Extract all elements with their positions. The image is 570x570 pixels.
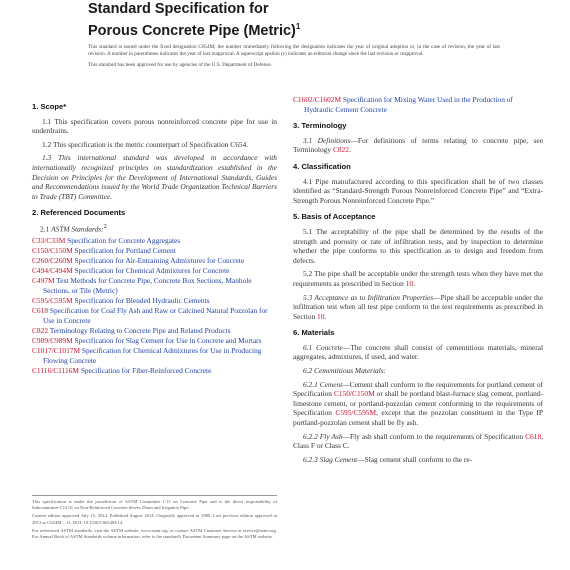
para-6-1 (293, 343, 543, 362)
para-6-2-1-a: —Cement shall conform to the requirements for portland cement of Specification (293, 379, 543, 399)
right-column (293, 95, 543, 468)
link-c822[interactable]: C822 (332, 145, 349, 155)
para-5-2 (293, 269, 543, 288)
reference-title[interactable]: Specification for Chemical Admixtures for Use in Producing Flowing Concrete (43, 346, 262, 365)
reference-item[interactable] (293, 95, 543, 114)
reference-item[interactable] (32, 256, 277, 266)
footnote-1: This specification is under the jurisdiction of ASTM Committee C13 on Concrete Pipe and is the direct responsibility of Subcommittee C13.01 on Non-Reinforced Concrete Sewer, Drain and Irrigation Pipe. (32, 499, 277, 511)
reference-code[interactable]: C33/C33M (32, 236, 66, 245)
reference-title[interactable]: Test Methods for Concrete Pipe, Concrete Box Sections, Manhole Sections, or Tile (Metric) (43, 276, 252, 295)
title-footnote-ref[interactable]: 1 (295, 22, 301, 31)
para-1-1: 1.1 This specification covers porous nonreinforced concrete pipe for use in underdrains. (32, 116, 277, 136)
reference-item[interactable] (32, 336, 277, 346)
reference-title[interactable]: Specification for Air-Entraining Admixtures for Concrete (74, 256, 245, 266)
reference-title[interactable]: Terminology Relating to Concrete Pipe and Related Products (49, 325, 231, 335)
reference-list (32, 236, 277, 375)
para-6-2-2-a: —Fly ash shall conform to the requirements of Specification (342, 431, 524, 441)
reference-title[interactable]: Specification for Concrete Aggregates (67, 236, 181, 245)
reference-code[interactable]: C260/C260M (32, 256, 73, 266)
para-5-1: 5.1 The acceptability of the pipe shall be determined by the results of the strength and porosity or rate of infiltration tests, and by inspection to determine whether the pipe conforms to this specification as to design and freedom from defects. (293, 226, 543, 265)
para-6-2 (293, 366, 543, 376)
para-5-3-text: —Pipe shall be acceptable under the infiltration test when all test pipe conform to the test requirements as prescribed in Section (293, 292, 543, 321)
preamble-dod-note: This standard has been approved for use by agencies of the U.S. Department of Defense. (88, 61, 272, 68)
reference-code[interactable]: C989/C989M (32, 335, 73, 345)
reference-code[interactable]: C595/C595M (32, 296, 73, 306)
reference-code[interactable]: C497M (32, 276, 55, 286)
para-6-2-1-lead: 6.2.1 Cement (303, 379, 343, 389)
reference-code[interactable]: C494/C494M (32, 266, 73, 276)
para-6-2-2-b: , Class F or Class C. (293, 431, 543, 451)
para-1-2: 1.2 This specification is the metric counterpart of Specification C654. (42, 139, 249, 149)
reference-title[interactable]: Specification for Portland Cement (74, 246, 176, 256)
footnote-2: For referenced ASTM standards, visit the ASTM website, www.astm.org, or contact ASTM Customer Service at service@astm.org. For Annual Book of ASTM Standards volume information, refer to the standard's Document Summary page on the ASTM website. (32, 527, 277, 540)
reference-title[interactable]: Specification for Fiber-Reinforced Concrete (80, 365, 212, 375)
reference-title[interactable]: Specification for Chemical Admixtures for Concrete (74, 266, 230, 276)
para-6-2-1-b: or shall be portland blast-furnace slag cement, portland-limestone cement, or portland-pozzolan cement conforming to the requirements of Specification (293, 389, 543, 418)
para-6-2-2-lead: 6.2.2 Fly Ash (303, 431, 343, 441)
reference-code[interactable]: C822 (32, 325, 49, 335)
reference-item[interactable] (32, 366, 277, 376)
preamble-designation-note: This standard is issued under the fixed designation C654M; the number immediately following the designation indicates the year of original adoption or, in the case of revision, the year of last revision. A number in parentheses indicates the year of last reapproval. A superscript epsilon (ε) indicates an editorial change since the last revision or reapproval. (88, 44, 500, 58)
para-6-2-3 (293, 455, 543, 465)
para-5-2-end: . (413, 278, 415, 288)
para-3-1-lead: 3.1 Definitions (303, 135, 351, 145)
link-section-10[interactable]: 10 (317, 311, 325, 321)
para-6-2-lead: 6.2 Cementitious Materials: (303, 366, 387, 376)
reference-code[interactable]: C1017/C1017M (32, 346, 81, 356)
astm-footnote-ref[interactable]: 2 (103, 223, 107, 230)
para-6-2-1-c: , except that the pozzolan constituent in the Type IP portland-pozzolan cement shall be fly ash. (293, 408, 543, 428)
para-5-3-lead: 5.3 Acceptance as to Infiltration Properties (303, 292, 434, 302)
para-2-1-number: 2.1 (40, 224, 50, 234)
reference-item[interactable] (32, 276, 277, 295)
title-text: Porous Concrete Pipe (Metric) (88, 22, 296, 39)
reference-title[interactable]: Specification for Coal Fly Ash and Raw or Calcined Natural Pozzolan for Use in Concrete (43, 306, 268, 325)
reference-item[interactable] (32, 246, 277, 256)
para-6-1-lead: 6.1 Concrete (303, 342, 343, 352)
section-scope-heading: 1. Scope* (32, 102, 67, 111)
para-5-3-end: . (324, 311, 327, 321)
reference-code[interactable]: C1116/C1116M (32, 365, 79, 375)
astm-standards-text: ASTM Standards: (51, 224, 104, 234)
reference-code[interactable]: C1602/C1602M (293, 95, 342, 104)
title-line-1: Standard Specification for (88, 1, 269, 17)
reference-title[interactable]: Specification for Mixing Water Used in the Production of Hydraulic Cement Concrete (304, 95, 513, 114)
section-materials-heading: 6. Materials (293, 328, 335, 338)
para-6-2-3-lead: 6.2.3 Slag Cement (303, 454, 358, 464)
reference-code[interactable]: C150/C150M (32, 246, 73, 256)
reference-item[interactable] (32, 306, 277, 325)
para-3-1 (293, 136, 543, 155)
section-classification-heading: 4. Classification (293, 161, 351, 171)
link-c618[interactable]: C618 (525, 431, 542, 441)
reference-item[interactable] (32, 266, 277, 276)
para-5-3 (293, 293, 543, 322)
title-line-2 (88, 18, 528, 40)
para-4-1: 4.1 Pipe manufactured according to this specification shall be of two classes identified as “Standard-Strength Porous Nonreinforced Concrete Pipe” and “Extra-Strength Porous Nonreinforced Concrete Pipe.” (293, 176, 543, 205)
para-1-3: 1.3 This international standard was developed in accordance with internationally recognized principles on standardization established in the Decision on Principles for the Development of International Standards, Guides and Recommendations issued by the World Trade Organization Technical Barriers to Trade (TBT) Committee. (32, 153, 277, 201)
footnotes (32, 495, 277, 542)
para-6-2-1 (293, 380, 543, 428)
para-5-2-text: 5.2 The pipe shall be acceptable under the strength tests when they have met the requirements as prescribed in Section (293, 269, 543, 288)
para-3-1-end: . (348, 145, 351, 155)
para-6-2-3-a: —Slag cement shall conform to the re- (357, 454, 473, 464)
reference-item[interactable] (32, 296, 277, 306)
astm-standards-label (40, 223, 277, 234)
reference-title[interactable]: Specification for Slag Cement for Use in Concrete and Mortars (74, 335, 262, 345)
link-c150[interactable]: C150/C150M (333, 389, 375, 399)
title-block (88, 0, 528, 40)
para-3-1-text: —For definitions of terms relating to concrete pipe, see Terminology (293, 135, 543, 155)
para-6-1-text: —The concrete shall consist of cementitious materials, mineral aggregates, admixtures, if used, and water. (293, 342, 543, 362)
reference-item[interactable] (32, 326, 277, 336)
reference-item[interactable] (32, 346, 277, 365)
preamble (88, 44, 500, 72)
footnote-1b: Current edition approved July 15, 2014. Published August 2014. Originally approved in 1980. Last previous edition approved in 2013 as C654M – 13. DOI: 10.1520/C0654M-14. (32, 513, 277, 525)
reference-title[interactable]: Specification for Blended Hydraulic Cements (74, 296, 210, 306)
section-terminology-heading: 3. Terminology (293, 121, 347, 131)
reference-code[interactable]: C618 (32, 306, 49, 316)
left-column (32, 95, 277, 376)
section-acceptance-heading: 5. Basis of Acceptance (293, 212, 376, 222)
para-6-2-2 (293, 432, 543, 451)
section-referenced-docs-heading: 2. Referenced Documents (32, 208, 126, 218)
reference-item[interactable] (32, 236, 277, 246)
link-section-10[interactable]: 10 (405, 278, 414, 288)
link-c595[interactable]: C595/C595M (335, 408, 377, 418)
